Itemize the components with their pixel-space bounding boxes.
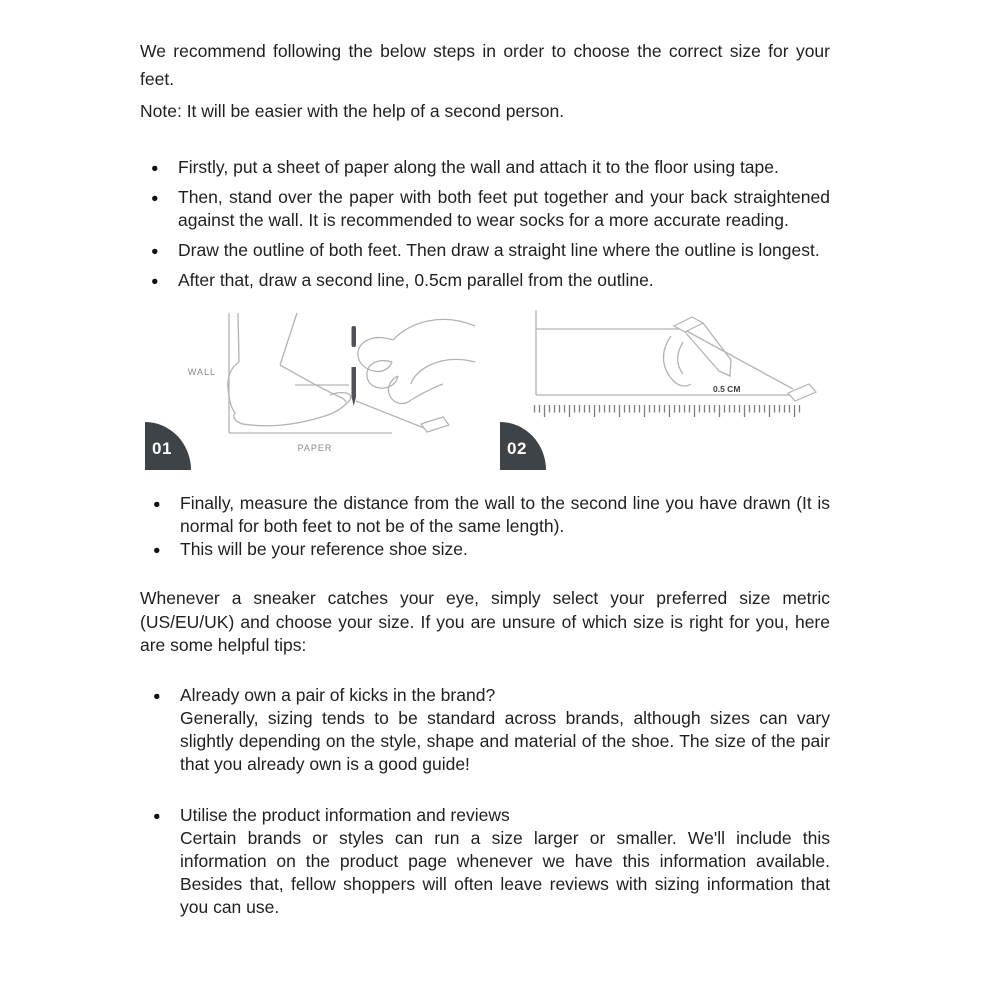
- tape-icon: [788, 384, 816, 401]
- result-text: This will be your reference shoe size.: [180, 539, 468, 559]
- tip-item-1: [140, 684, 830, 776]
- step-item-2: [140, 186, 830, 232]
- tip-title: ● Already own a pair of kicks in the brand?: [180, 684, 496, 705]
- pencil-icon: [352, 326, 357, 406]
- tip-title: ● Utilise the product information and reviews: [180, 804, 510, 825]
- tip-body: Certain brands or styles can run a size larger or smaller. We'll include this information on the product page whenever we have this information available. Besides that, fellow shoppers will often leave reviews with sizing information that you can use.: [180, 827, 830, 917]
- step-1-badge-number: 01: [152, 439, 172, 458]
- measuring-steps-list: [140, 156, 830, 292]
- foot-outline: [228, 313, 351, 426]
- size-guide-document: [140, 0, 830, 919]
- tip-body: Generally, sizing tends to be standard across brands, although sizes can vary slightly depending on the style, shape and material of the shoe. The size of the pair that you already own is a good guide!: [180, 707, 830, 774]
- half-cm-label: 0.5 CM: [713, 384, 741, 394]
- step-text: Then, stand over the paper with both feet put together and your back straightened against the wall. It is recommended to wear socks for a more accurate reading.: [178, 187, 830, 230]
- ruler-ticks: [531, 404, 803, 419]
- tips-intro-paragraph: Whenever a sneaker catches your eye, simply select your preferred size metric (US/EU/UK) and choose your size. If you are unsure of which size is right for you, here are some helpful tips:: [140, 588, 830, 655]
- note-paragraph: Note: It will be easier with the help of a second person.: [140, 101, 565, 121]
- step-item-4: [140, 269, 830, 292]
- diagram-step-1: [140, 300, 480, 470]
- result-text: Finally, measure the distance from the wall to the second line you have drawn (It is normal for both feet to not be of the same length).: [180, 493, 830, 536]
- hand-curves: [664, 336, 692, 386]
- step-text: Draw the outline of both feet. Then draw a straight line where the outline is longest.: [178, 240, 820, 260]
- ruler-measuring-illustration: [493, 300, 883, 470]
- step-item-1: [140, 156, 830, 179]
- foot-against-wall-illustration: [140, 300, 480, 470]
- measurement-lines: [536, 310, 803, 395]
- diagram-step-2: [493, 300, 883, 470]
- pencil-icon: [674, 317, 731, 376]
- hand-holding-pencil: [358, 319, 475, 403]
- tips-list: [140, 684, 830, 919]
- result-item-1: [140, 492, 830, 538]
- tape-icon: [421, 417, 449, 432]
- step-text: Firstly, put a sheet of paper along the wall and attach it to the floor using tape.: [178, 157, 779, 177]
- wall-label: WALL: [187, 367, 216, 377]
- results-list: [140, 492, 830, 561]
- diagrams-row: [140, 300, 830, 470]
- tape-guide-line: [356, 401, 424, 428]
- paper-label: PAPER: [297, 443, 333, 453]
- step-text: After that, draw a second line, 0.5cm parallel from the outline.: [178, 270, 654, 290]
- intro-paragraph: We recommend following the below steps in order to choose the correct size for your feet.: [140, 41, 830, 89]
- step-item-3: [140, 239, 830, 262]
- step-2-badge-number: 02: [507, 439, 527, 458]
- tip-item-2: [140, 804, 830, 919]
- result-item-2: [140, 538, 830, 561]
